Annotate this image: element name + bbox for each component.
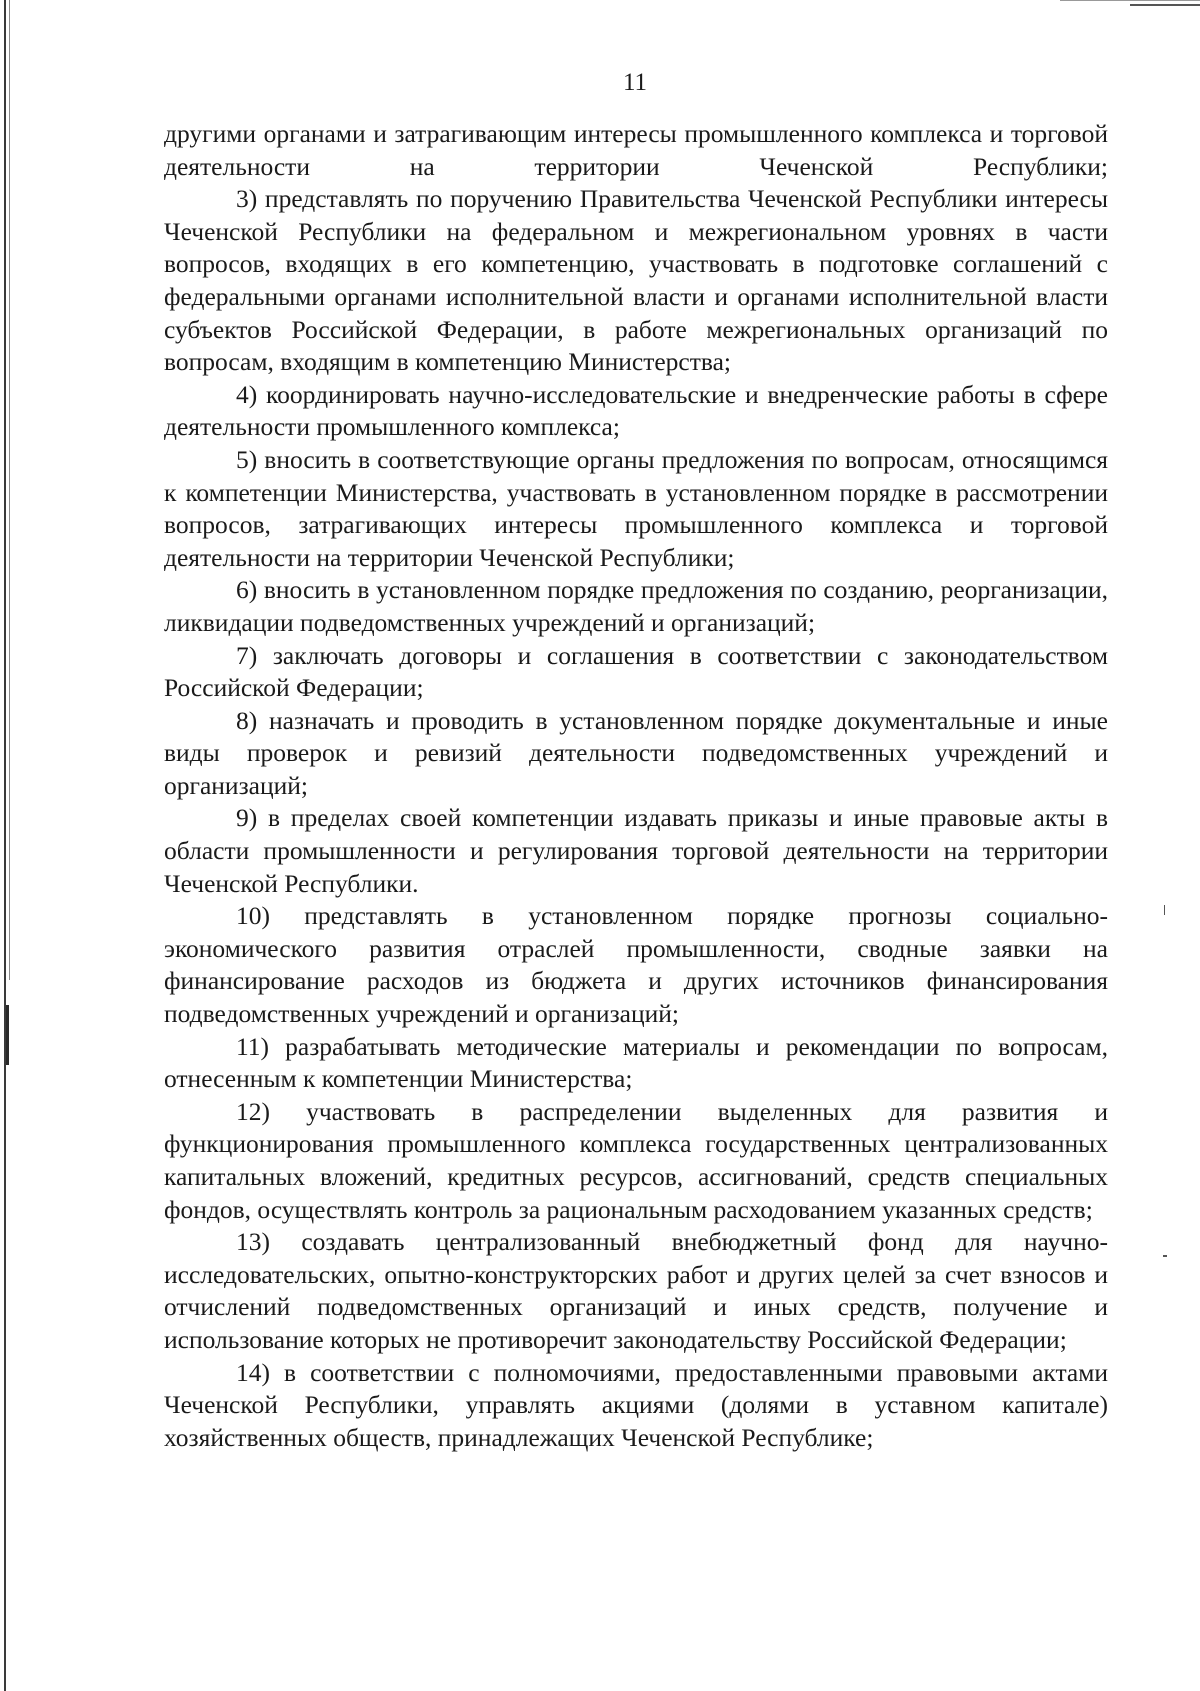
scan-speck [1164,905,1165,915]
scan-corner-mark-thin [1060,0,1200,1]
paragraph-item-10: 10) представлять в установленном порядке прогнозы социально-экономического развития отраслей промышленности, сводные заявки на финансирование расходов из бюджета и других источников финансирования подведомственных учреждений и организаций; [164,901,1108,1029]
paragraph-item-14: 14) в соответствии с полномочиями, предоставленными правовыми актами Чеченской Республики, управлять акциями (долями в уставном капитале) хозяйственных обществ, принадлежащих Чеченской Республике; [164,1357,1108,1452]
paragraph-item-5: 5) вносить в соответствующие органы предложения по вопросам, относящимся к компетенции Министерства, участвовать в установленном порядке в рассмотрении вопросов, затрагивающих интересы промышленного комплекса и торговой деятельности на территории Чеченской Республики; [164,444,1108,572]
scan-corner-mark [1130,4,1200,6]
paragraph-item-8: 8) назначать и проводить в установленном порядке документальные и иные виды проверок и ревизий деятельности подведомственных учреждений и организаций; [164,705,1108,800]
scan-speck [1163,1255,1167,1257]
document-body [164,118,1108,1454]
scan-edge-line [4,0,6,1691]
paragraph-item-13: 13) создавать централизованный внебюджетный фонд для научно-исследовательских, опытно-конструкторских работ и других целей за счет взносов и отчислений подведомственных организаций и иных средств, получение и использование которых не противоречит законодательству Российской Федерации; [164,1227,1108,1354]
scan-edge-mark [6,1005,9,1065]
paragraph-item-9: 9) в пределах своей компетенции издавать приказы и иные правовые акты в области промышленности и регулирования торговой деятельности на территории Чеченской Республики. [164,803,1108,898]
scan-edge-line-secondary [9,0,10,980]
paragraph-item-3: 3) представлять по поручению Правительства Чеченской Республики интересы Чеченской Республики на федеральном и межрегиональном уровнях в части вопросов, входящих в его компетенцию, участвовать в подготовке соглашений с федеральными органами исполнительной власти и органами исполнительной власти субъектов Российской Федерации, в работе межрегиональных организаций по вопросам, входящим в компетенцию Министерства; [164,184,1108,377]
paragraph-item-6: 6) вносить в установленном порядке предложения по созданию, реорганизации, ликвидации подведомственных учреждений и организаций; [164,575,1108,637]
paragraph-item-4: 4) координировать научно-исследовательские и внедренческие работы в сфере деятельности промышленного комплекса; [164,379,1108,442]
paragraph-item-12: 12) участвовать в распределении выделенных для развития и функционирования промышленного комплекса государственных централизованных капитальных вложений, кредитных ресурсов, ассигнований, средств специальных фондов, осуществлять контроль за рациональным расходованием указанных средств; [164,1096,1108,1224]
page-number: 11 [622,69,648,96]
paragraph-continuation: другими органами и затрагивающим интересы промышленного комплекса и торговой деятельности на территории Чеченской Республики; [164,119,1108,181]
paragraph-item-7: 7) заключать договоры и соглашения в соответствии с законодательством Российской Федерации; [164,640,1108,703]
paragraph-item-11: 11) разрабатывать методические материалы и рекомендации по вопросам, отнесенным к компетенции Министерства; [164,1031,1108,1094]
